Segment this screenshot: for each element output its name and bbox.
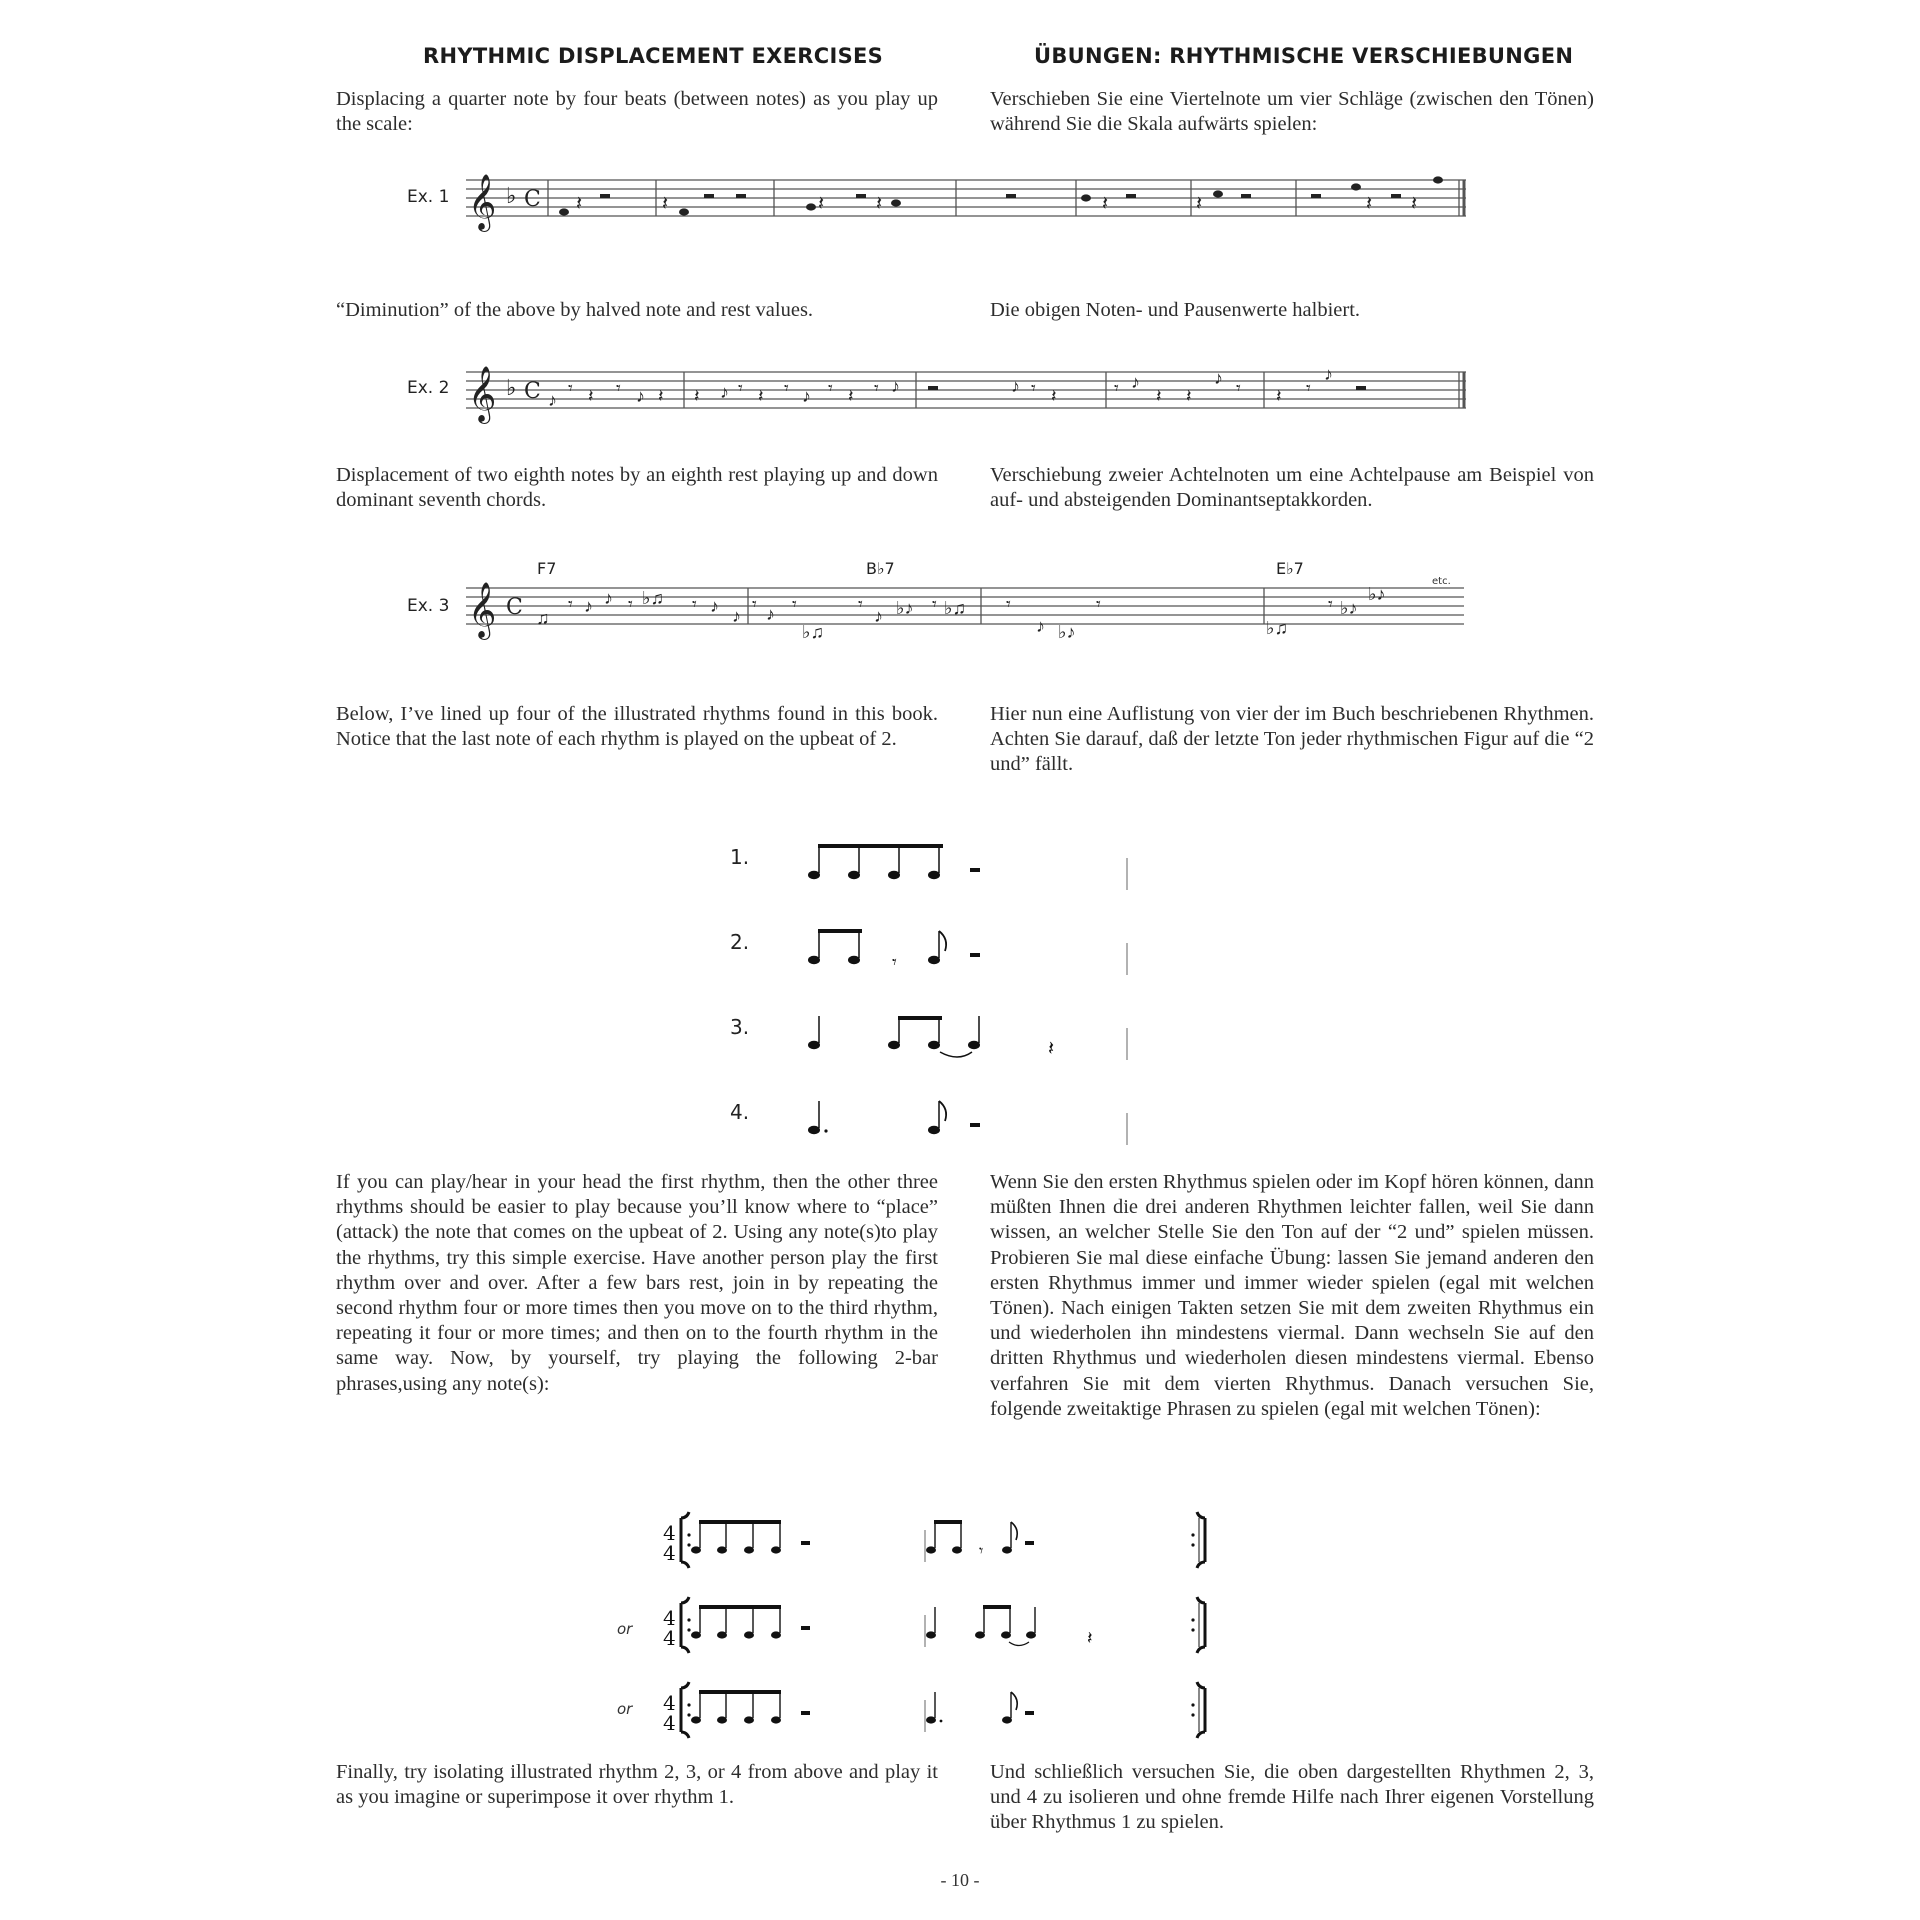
svg-text:𝄽: 𝄽 [1156,386,1162,406]
svg-text:♪: ♪ [1214,368,1223,388]
example-3-label: Ex. 3 [407,596,450,616]
svg-text:𝄽: 𝄽 [1276,386,1282,406]
svg-text:𝄾: 𝄾 [1114,378,1119,398]
svg-text:𝄽: 𝄽 [818,193,825,215]
rhythm-notation [800,830,1150,1160]
svg-text:4: 4 [663,1541,676,1565]
section-2-german: Die obigen Noten- und Pausenwerte halbiert. [990,299,1361,321]
svg-text:𝄽: 𝄽 [1051,386,1057,406]
svg-text:𝄾: 𝄾 [792,594,797,614]
svg-text:♪: ♪ [732,606,741,626]
svg-text:𝄞: 𝄞 [468,174,497,230]
svg-text:♪: ♪ [891,376,900,396]
svg-text:𝄽: 𝄽 [658,386,664,406]
svg-text:𝄾: 𝄾 [858,594,863,614]
svg-text:𝄾: 𝄾 [892,952,897,972]
svg-text:♪: ♪ [604,588,613,608]
phrase-notation [655,1500,1215,1740]
svg-text:♫: ♫ [536,608,550,628]
or-label-1: or [617,1620,633,1638]
svg-text:𝄽: 𝄽 [848,386,854,406]
rhythm-3-number: 3. [730,1015,750,1039]
svg-text:𝄽: 𝄽 [1411,193,1418,215]
svg-text:𝄾: 𝄾 [828,378,833,398]
rhythm-1-number: 1. [730,845,750,869]
svg-text:♪: ♪ [710,596,719,616]
section-2-english: “Diminution” of the above by halved note and rest values. [336,299,814,321]
svg-text:𝄾: 𝄾 [752,594,757,614]
section-4-german: Hier nun eine Auflistung von vier der im Buch beschriebenen Rhythmen. Achten Sie darauf, daß der letzte Ton jeder rhythmischen Figur auf die “2 und” fällt. [990,703,1594,776]
chord-symbol-eb7: E♭7 [1276,559,1304,578]
svg-text:♪: ♪ [1011,376,1020,396]
page-number: - 10 - [940,1870,980,1890]
chord-symbol-bb7: B♭7 [866,559,895,578]
svg-text:♭: ♭ [506,183,517,208]
svg-text:𝄾: 𝄾 [692,594,697,614]
svg-text:𝄾: 𝄾 [1306,378,1311,398]
section-3-english: Displacement of two eighth notes by an eighth rest playing up and down dominant seventh chords. [336,464,938,512]
heading-english: RHYTHMIC DISPLACEMENT EXERCISES [423,44,884,68]
instructions-english: If you can play/hear in your head the first rhythm, then the other three rhythms should be easier to play because you’ll know where to “place” (attack) the note that comes on the upbeat of 2. Using any note(s)to play the rhythms, try this simple exercise. Have another person play the first rhythm over and over. After a few bars rest, join in by repeating the second rhythm four or more times then you move on to the third rhythm, repeating it four or more times; and then on to the fourth rhythm in the same way. Now, by yourself, try playing the following 2-bar phrases,using any note(s): [336,1171,938,1395]
or-label-2: or [617,1700,633,1718]
svg-text:♪: ♪ [548,390,557,410]
svg-text:♭: ♭ [506,375,517,400]
section-4-english: Below, I’ve lined up four of the illustrated rhythms found in this book. Notice that the last note of each rhythm is played on the upbeat of 2. [336,703,938,751]
svg-text:𝄽: 𝄽 [1102,193,1109,215]
example-3-staff [466,582,1476,662]
svg-text:𝄽: 𝄽 [1048,1038,1055,1060]
svg-text:♭♪: ♭♪ [896,598,914,618]
svg-text:𝄽: 𝄽 [1196,193,1203,215]
svg-text:𝄾: 𝄾 [1031,378,1036,398]
svg-text:𝄞: 𝄞 [468,366,497,422]
etc-label: etc. [1432,576,1451,587]
svg-text:♪: ♪ [1324,364,1333,384]
svg-text:𝄽: 𝄽 [1186,386,1192,406]
svg-text:♪: ♪ [874,606,883,626]
example-1-label: Ex. 1 [407,187,450,207]
example-2-staff [466,362,1476,432]
section-1-english: Displacing a quarter note by four beats (between notes) as you play up the scale: [336,88,938,136]
svg-text:𝄽: 𝄽 [662,193,669,215]
svg-text:𝄾: 𝄾 [979,1543,984,1560]
section-3-german: Verschiebung zweier Achtelnoten um eine Achtelpause am Beispiel von auf- und absteigenden Dominantseptakkorden. [990,464,1594,512]
example-2-label: Ex. 2 [407,378,450,398]
svg-text:𝄽: 𝄽 [876,193,883,215]
svg-text:𝄽: 𝄽 [588,386,594,406]
finally-english: Finally, try isolating illustrated rhythm 2, 3, or 4 from above and play it as you imagine or superimpose it over rhythm 1. [336,1761,938,1809]
svg-text:𝄾: 𝄾 [1236,378,1241,398]
svg-text:♭♫: ♭♫ [944,598,966,618]
svg-text:♭♪: ♭♪ [1058,622,1076,642]
svg-text:𝄞: 𝄞 [468,582,497,638]
svg-text:♪: ♪ [636,386,645,406]
svg-text:♪: ♪ [802,386,811,406]
svg-text:𝄾: 𝄾 [784,378,789,398]
svg-text:𝄽: 𝄽 [1366,193,1373,215]
rhythm-2-number: 2. [730,930,750,954]
svg-text:♭♪: ♭♪ [1368,584,1386,604]
svg-text:𝄽: 𝄽 [758,386,764,406]
svg-text:♭♫: ♭♫ [1266,618,1288,638]
svg-text:𝄾: 𝄾 [738,378,743,398]
svg-text:♪: ♪ [1036,616,1045,636]
example-1-staff [466,170,1476,240]
svg-text:𝄾: 𝄾 [568,378,573,398]
svg-text:𝄾: 𝄾 [1006,594,1011,614]
svg-text:𝄾: 𝄾 [628,594,633,614]
svg-text:♪: ♪ [584,596,593,616]
svg-text:𝄾: 𝄾 [616,378,621,398]
svg-text:4: 4 [663,1521,676,1545]
svg-text:♪: ♪ [720,382,729,402]
svg-text:𝄽: 𝄽 [1087,1628,1093,1648]
svg-text:♭♫: ♭♫ [802,622,824,642]
heading-german: ÜBUNGEN: RHYTHMISCHE VERSCHIEBUNGEN [1034,44,1574,68]
svg-text:C: C [524,379,541,404]
svg-text:𝄾: 𝄾 [1328,594,1333,614]
svg-text:♭♫: ♭♫ [642,588,664,608]
svg-text:♪: ♪ [1131,372,1140,392]
finally-german: Und schließlich versuchen Sie, die oben dargestellten Rhythmen 2, 3, und 4 zu isolieren und ohne fremde Hilfe nach Ihrer eigenen Vorstellung über Rhythmus 1 zu spielen. [990,1761,1594,1834]
svg-text:♪: ♪ [766,604,775,624]
svg-text:♭♪: ♭♪ [1340,598,1358,618]
chord-symbol-f7: F7 [537,559,557,578]
svg-text:𝄾: 𝄾 [932,594,937,614]
svg-text:𝄽: 𝄽 [694,386,700,406]
instructions-german: Wenn Sie den ersten Rhythmus spielen oder im Kopf hören können, dann müßten Ihnen die drei anderen Rhythmen leichter fallen, weil Sie dann wissen, an welcher Stelle Sie den Ton auf der “2 und” spielen müssen. Probieren Sie mal diese einfache Übung: lassen Sie jemand anderen den ersten Rhythmus immer und immer wieder spielen (egal mit welchen Tönen). Nach einigen Takten setzen Sie mit dem zweiten Rhythmus ein und wiederholen ihn mindestens viermal. Dann wechseln Sie auf den dritten Rhythmus und wiederholen diesen mindestens viermal. Ebenso verfahren Sie mit dem vierten Rhythmus. Danach versuchen Sie, folgende zweitaktige Phrasen zu spielen (egal mit welchen Tönen): [990,1171,1594,1420]
svg-text:𝄽: 𝄽 [576,193,583,215]
section-1-german: Verschieben Sie eine Viertelnote um vier Schläge (zwischen den Tönen) während Sie die Skala aufwärts spielen: [990,88,1594,136]
svg-text:𝄾: 𝄾 [874,378,879,398]
svg-text:𝄾: 𝄾 [568,594,573,614]
svg-text:𝄾: 𝄾 [1096,594,1101,614]
rhythm-4-number: 4. [730,1100,750,1124]
svg-text:C: C [524,187,541,212]
svg-text:C: C [506,595,523,620]
